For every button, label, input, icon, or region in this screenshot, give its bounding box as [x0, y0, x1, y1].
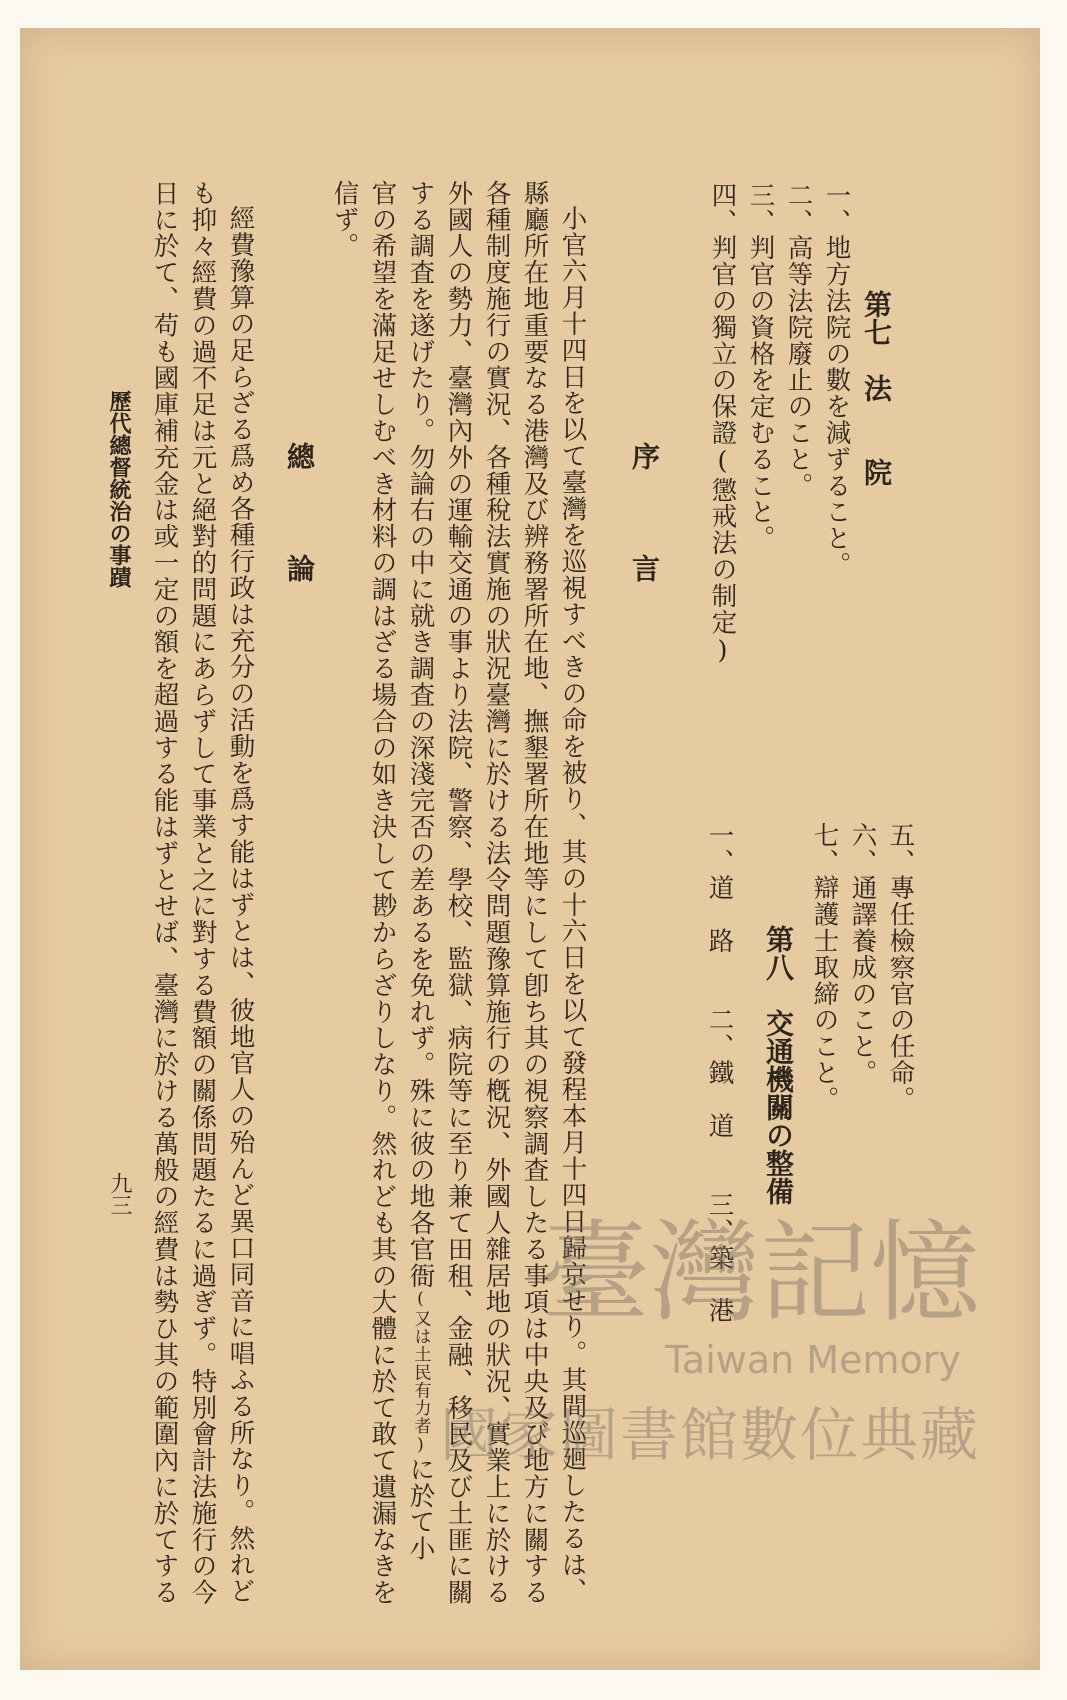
section7-item-1: 一、地方法院の數を減ずること。 [821, 182, 852, 578]
preface-line-5-main: する調査を遂げたり。勿論右の中に就き調査の深淺完否の差あるを免れず。殊に彼の地各官衙 [405, 180, 436, 1289]
watermark-chinese: 臺灣記憶 [540, 1209, 980, 1337]
watermark-english: Taiwan Memory [665, 1338, 961, 1382]
general-line-3: 日に於て、苟も國庫補充金は或一定の額を超過する能はずとせば、臺灣に於ける萬般の經費は勢ひ其の範圍內に於てする [149, 180, 180, 1606]
preface-inline-note: (又は土民有力者) [410, 1288, 431, 1456]
preface-line-3: 各種制度施行の實況、各種稅法實施の狀況臺灣に於ける法令問題豫算施行の槪況、外國人雜居地の狀況、實業上に於ける [481, 180, 512, 1606]
general-title: 總 論 [283, 442, 316, 582]
general-line-2: も抑々經費の過不足は元と絕對的問題にあらずして事業と之に對する費額の關係問題たるに過ぎず。特別會計法施行の今 [187, 180, 218, 1606]
preface-line-7: 信ず。 [329, 180, 360, 260]
watermark-institution: 國家圖書館數位典藏 [440, 1401, 981, 1469]
section7-item-3: 三、判官の資格を定むること。 [745, 182, 776, 552]
running-title: 歷代總督統治の事蹟 [106, 390, 132, 588]
preface-line-6: 官の希望を滿足せしむべき材料の調はざる場合の如き決して尠からざりしなり。然れども其の大體に於て敢て遺漏なきを [367, 180, 398, 1606]
section7-item-4: 四、判官の獨立の保證(懲戒法の制定) [707, 182, 738, 667]
page-number: 九三 [107, 1172, 132, 1216]
section8-title: 第八 交通機關の整備 [762, 925, 795, 1205]
preface-title: 序 言 [628, 442, 661, 582]
preface-line-5 [405, 180, 436, 1562]
section8-items: 一、道 路 二、鐵 道 三、築 港 [704, 822, 735, 1324]
section7-item-5: 五、專任檢察官の任命。 [885, 822, 916, 1113]
preface-line-5-tail: に於て小 [405, 1455, 436, 1562]
section7-item-2: 二、高等法院廢止のこと。 [783, 182, 814, 499]
section7-title: 第七 法 院 [860, 290, 893, 486]
preface-line-1: 小官六月十四日を以て臺灣を巡視すべきの命を被り、其の十六日を以て發程本月十四日歸京せり。其間巡廻したるは、 [557, 205, 588, 1605]
general-line-1: 經費豫算の足らざる爲め各種行政は充分の活動を爲す能はずとは、彼地官人の殆んど異口同音に唱ふる所なり。然れど [225, 205, 256, 1605]
preface-line-2: 縣廳所在地重要なる港灣及び辨務署所在地、撫墾署所在地等にして卽ち其の視察調査したる事項は中央及び地方に關する [519, 180, 550, 1606]
section7-item-6: 六、通譯養成のこと。 [847, 822, 878, 1086]
section7-item-7: 七、辯護士取締のこと。 [809, 822, 840, 1113]
preface-line-4: 外國人の勢力、臺灣內外の運輸交通の事より法院、警察、學校、監獄、病院等に至り兼て田租、金融、移民及び土匪に關 [443, 180, 474, 1606]
